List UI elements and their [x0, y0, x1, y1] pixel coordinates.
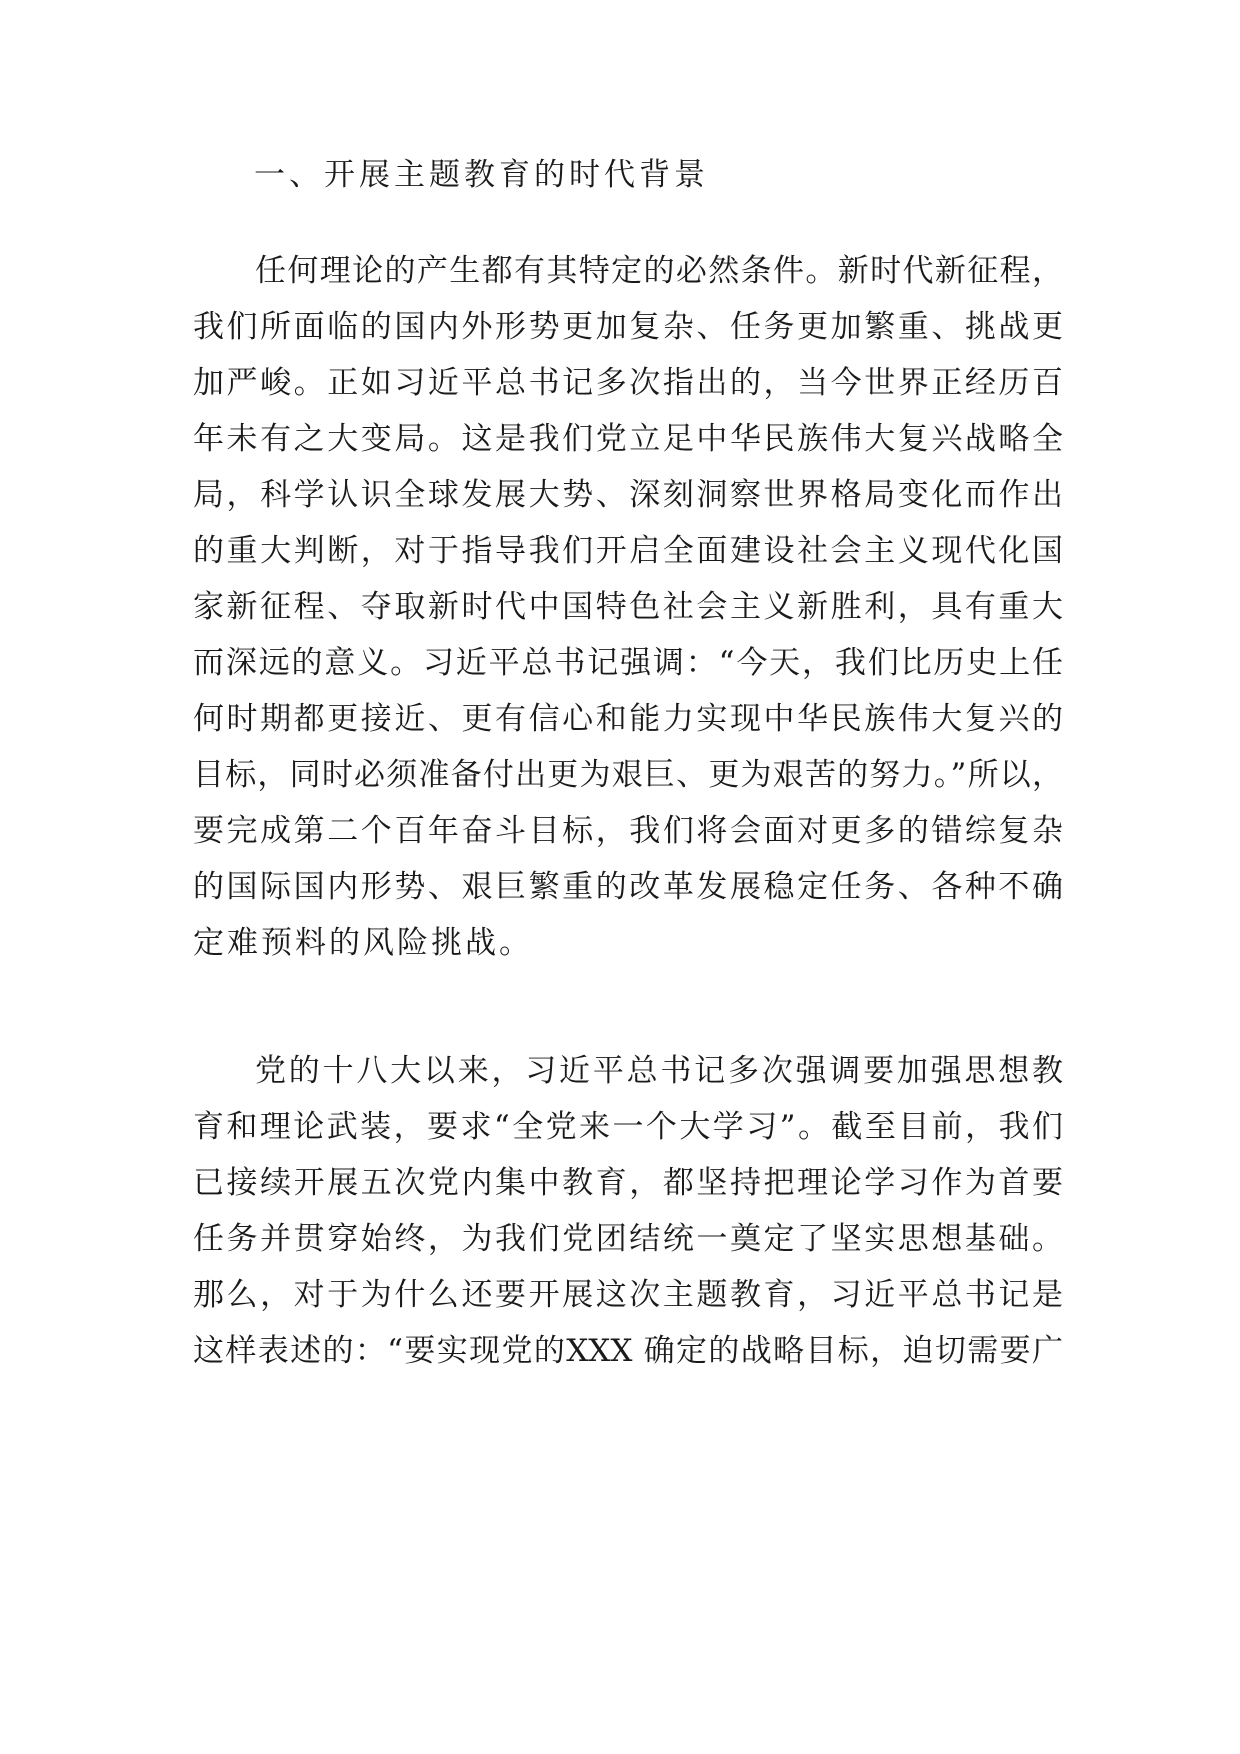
- paragraph-line: 已接续开展五次党内集中教育，都坚持把理论学习作为首要: [193, 1165, 1063, 1201]
- paragraph-line: 局，科学认识全球发展大势、深刻洞察世界格局变化而作出: [193, 477, 1063, 513]
- paragraph-line: 育和理论武装，要求“全党来一个大学习”。截至目前，我们: [193, 1109, 1063, 1145]
- paragraph-1: [193, 243, 1063, 971]
- paragraph-line: 何时期都更接近、更有信心和能力实现中华民族伟大复兴的: [193, 701, 1063, 737]
- paragraph-line: 要完成第二个百年奋斗目标，我们将会面对更多的错综复杂: [193, 813, 1063, 849]
- section-heading: 一、开展主题教育的时代背景: [254, 157, 709, 193]
- paragraph-line: 那么，对于为什么还要开展这次主题教育，习近平总书记是: [193, 1277, 1063, 1313]
- paragraph-2: [193, 1043, 1063, 1379]
- paragraph-line: 的重大判断，对于指导我们开启全面建设社会主义现代化国: [193, 533, 1063, 569]
- paragraph-line: 的国际国内形势、艰巨繁重的改革发展稳定任务、各种不确: [193, 869, 1063, 905]
- paragraph-line: 这样表述的：“要实现党的XXX 确定的战略目标，迫切需要广: [193, 1333, 1063, 1369]
- paragraph-line: 任务并贯穿始终，为我们党团结统一奠定了坚实思想基础。: [193, 1221, 1063, 1257]
- paragraph-line: 定难预料的风险挑战。: [193, 925, 533, 961]
- paragraph-line: 家新征程、夺取新时代中国特色社会主义新胜利，具有重大: [193, 589, 1063, 625]
- paragraph-line: 目标，同时必须准备付出更为艰巨、更为艰苦的努力。”所以，: [193, 757, 1063, 793]
- paragraph-line: 我们所面临的国内外形势更加复杂、任务更加繁重、挑战更: [193, 309, 1063, 345]
- paragraph-line: 加严峻。正如习近平总书记多次指出的，当今世界正经历百: [193, 365, 1063, 401]
- paragraph-line: 任何理论的产生都有其特定的必然条件。新时代新征程，: [255, 253, 1063, 289]
- paragraph-line: 而深远的意义。习近平总书记强调：“今天，我们比历史上任: [193, 645, 1063, 681]
- paragraph-line: 年未有之大变局。这是我们党立足中华民族伟大复兴战略全: [193, 421, 1063, 457]
- paragraph-line: 党的十八大以来，习近平总书记多次强调要加强思想教: [255, 1053, 1063, 1089]
